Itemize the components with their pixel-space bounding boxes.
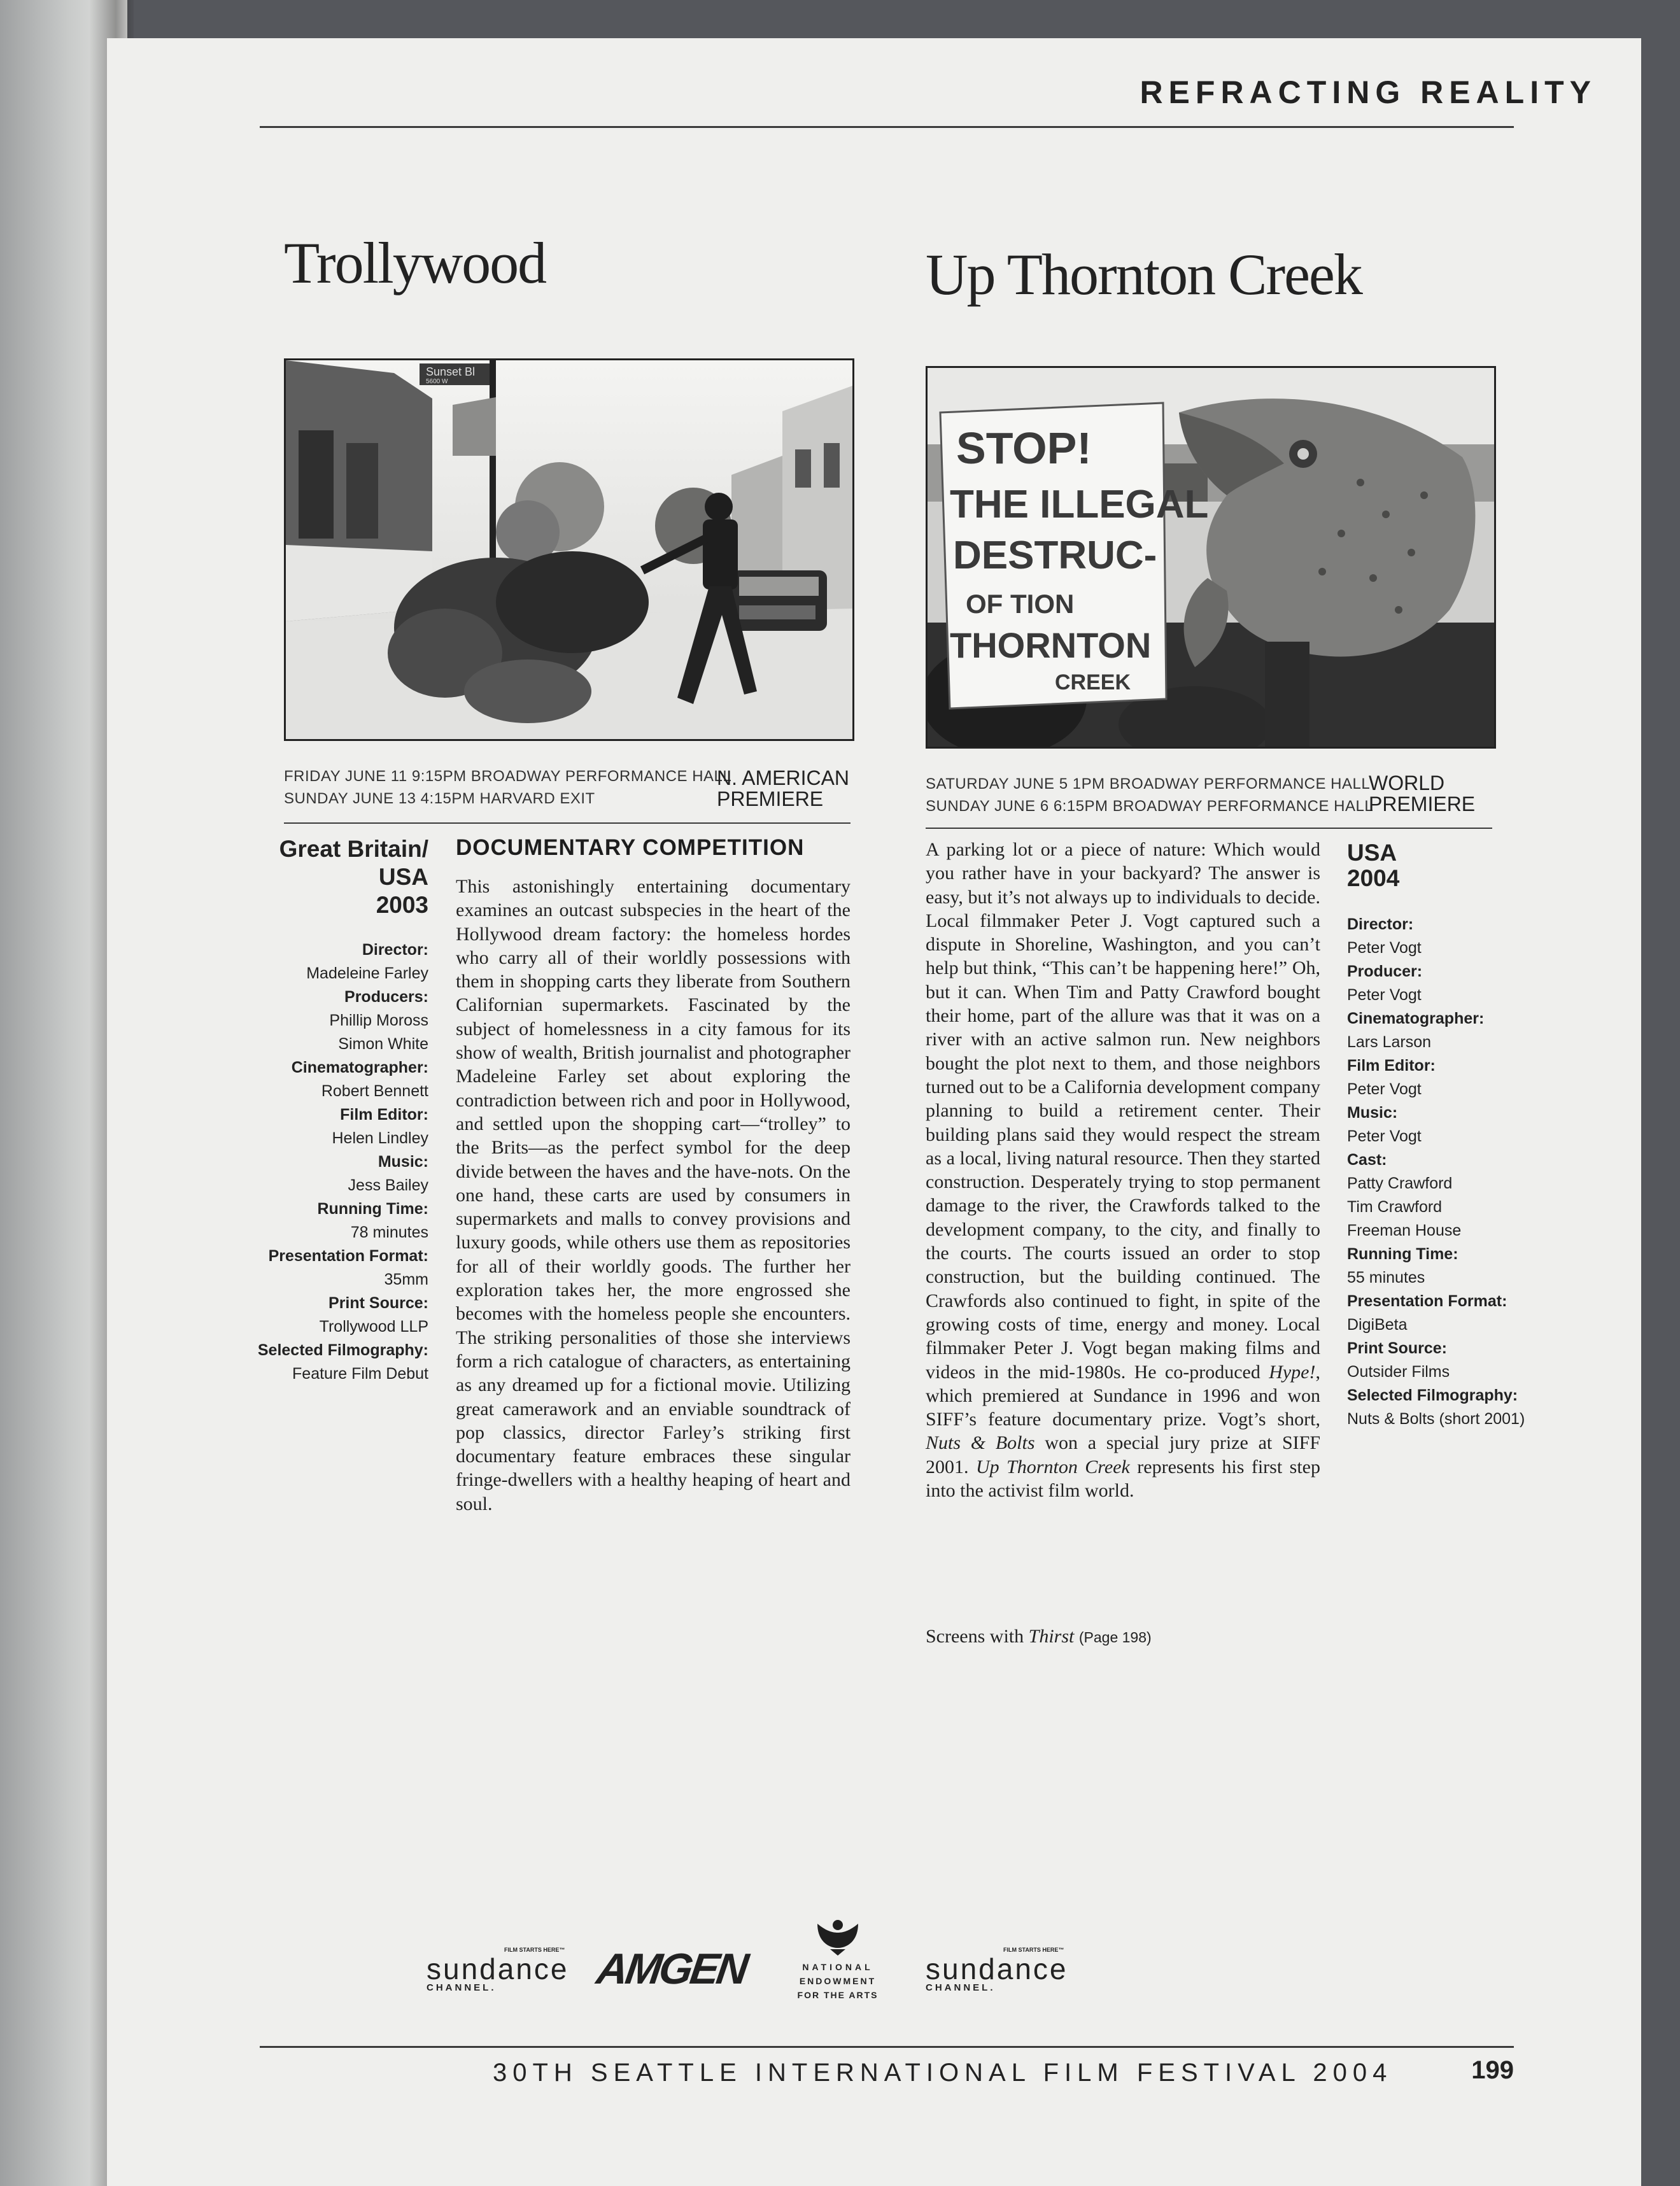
credit-value: Lars Larson (1347, 1033, 1432, 1051)
desc-part: , which premiered at Sundance in 1996 and won SIFF’s feature documentary prize. Vogt’s short, (926, 1361, 1320, 1430)
desc-part: A parking lot or a piece of nature: Which would you rather have in your backyard? The answer is easy, but it’s not always up to individuals to decide. Local filmmaker Peter J. Vogt captured such a dispute in Shoreline, Washington, and you can’t help but think, “This can’t be happening here!” Oh, but it can. When Tim and Patty Crawford bought their home, part of the allure was that it was on a river with an active salmon run. New neighbors bought the plot next to them, and those neighbors turned out to be a California development company planning to build a retirement center. Their building plans said they would respect the stream as a local, living natural resource. Then they started construction. Desperately trying to stop permanent damage to the river, the Crawfords talked to the development company, to the city, and finally to the courts. The courts issued an order to stop construction, but the building continued. The Crawfords also continued to fight, in spite of the growing costs of time, energy and money. Local filmmaker Peter J. Vogt began making films and videos in the mid-1980s. He co-produced (926, 839, 1320, 1383)
thornton-country (1347, 840, 1399, 891)
sign-line: STOP! (956, 423, 1092, 473)
credit-value: Peter Vogt (1347, 1080, 1422, 1098)
credit-value: 78 minutes (350, 1223, 428, 1241)
credit-label: Music: (378, 1153, 428, 1171)
thornton-description (926, 838, 1320, 1502)
film-title-up-thornton-creek-inline: Up Thornton Creek (975, 1456, 1130, 1477)
section-title: REFRACTING REALITY (1140, 74, 1597, 110)
credit-value: Trollywood LLP (319, 1318, 428, 1336)
credit-label: Music: (1347, 1104, 1398, 1122)
sign-line: OF TION (966, 589, 1075, 619)
credit-value: Outsider Films (1347, 1363, 1450, 1381)
credit-value: Helen Lindley (332, 1129, 428, 1147)
credit-value: Tim Crawford (1347, 1198, 1443, 1216)
credit-value: Peter Vogt (1347, 986, 1422, 1004)
credit-value: 35mm (384, 1271, 428, 1288)
credit-value: Nuts & Bolts (short 2001) (1347, 1410, 1525, 1428)
screens-with (926, 1626, 1152, 1647)
trollywood-description: This astonishingly entertaining documentary examines an outcast subspecies in the heart of the Hollywood dream factory: the homeless hordes who carry all of their worldly possessions with them in shopping carts they liberate from Southern Californian supermarkets. Fascinated by the subject of homelessness in a city famous for its show of wealth, British journalist and photographer Madeleine Farley set about exploring the contradiction between rich and poor in Hollywood, and settled upon the shopping cart—“trolley” to the Brits—as the perfect symbol for the deep divide between the haves and the have-nots. On the one hand, these carts are used by consumers in supermarkets and malls to convey provisions and luxury goods, while others use them as repositories for all of their worldly goods. The further her exploration takes her, the more engrossed she becomes with the homeless people she encounters. The striking personalities of those she interviews form a rich catalogue of characters, as entertaining as any dreamed up for a fictional movie. Utilizing great camerawork and an enviable soundtrack of pop classics, director Farley’s striking first documentary feature embraces these singular fringe-dwellers with a healthy heaping of heart and soul. (456, 876, 851, 1514)
up-thornton-creek-still (926, 366, 1496, 749)
trollywood-screenings (284, 765, 731, 810)
credit-label: Selected Filmography: (1347, 1386, 1518, 1404)
credit-value: Freeman House (1347, 1222, 1462, 1239)
trollywood-still (284, 358, 854, 741)
credit-label: Presentation Format: (1347, 1292, 1507, 1310)
credit-value: Jess Bailey (348, 1176, 428, 1194)
credit-label: Cinematographer: (291, 1059, 428, 1076)
nea-emblem-icon (812, 1919, 863, 1957)
logo-channel: CHANNEL. (926, 1982, 996, 1993)
screens-with-page: (Page 198) (1078, 1629, 1152, 1646)
credit-value: Patty Crawford (1347, 1174, 1453, 1192)
credit-label: Print Source: (1347, 1339, 1447, 1357)
sundance-channel-logo-1 (427, 1944, 569, 1993)
country-line: Great Britain/ (279, 836, 428, 862)
credit-value: Robert Bennett (321, 1082, 428, 1100)
trollywood-premiere (717, 768, 849, 810)
credit-label: Director: (362, 941, 428, 959)
premiere-line: WORLD (1369, 772, 1445, 794)
credit-label: Film Editor: (340, 1106, 428, 1124)
credit-label: Producer: (1347, 963, 1423, 980)
credit-value: 55 minutes (1347, 1269, 1425, 1287)
category-heading: DOCUMENTARY COMPETITION (456, 835, 805, 860)
desc-part: represents his first step into the activist film world. (926, 1456, 1320, 1502)
nea-line: NATIONAL (802, 1962, 873, 1972)
film-title-up-thornton-creek: Up Thornton Creek (926, 242, 1362, 307)
credit-label: Print Source: (328, 1294, 428, 1312)
credit-label: Running Time: (317, 1200, 428, 1218)
desc-part: won a special jury prize at SIFF 2001. (926, 1432, 1321, 1477)
screens-with-title: Thirst (1028, 1626, 1075, 1647)
credit-label: Producers: (344, 988, 428, 1006)
credit-label: Cinematographer: (1347, 1010, 1485, 1027)
sign-line: THE ILLEGAL (950, 483, 1209, 526)
street-sign-text: Sunset Bl (426, 365, 476, 378)
sundance-channel-logo-2 (926, 1944, 1068, 1993)
trollywood-rule (284, 822, 851, 824)
credit-value: Feature Film Debut (292, 1365, 428, 1383)
sign-line: DESTRUC- (953, 533, 1157, 577)
logo-tagline: FILM STARTS HERE™ (504, 1947, 565, 1953)
trollywood-credits (258, 938, 428, 1386)
premiere-line: N. AMERICAN (717, 766, 850, 789)
sign-line: CREEK (1055, 670, 1131, 695)
screening-line: FRIDAY JUNE 11 9:15PM BROADWAY PERFORMANCE HALL (284, 768, 732, 785)
logo-wordmark: sundance (926, 1952, 1068, 1985)
street-sign-subtext: 5600 W (426, 378, 448, 385)
screening-line: SATURDAY JUNE 5 1PM BROADWAY PERFORMANCE HALL (926, 775, 1371, 793)
credit-label: Selected Filmography: (257, 1341, 428, 1359)
logo-channel: CHANNEL. (427, 1982, 497, 1993)
film-title-nuts-bolts: Nuts & Bolts (926, 1432, 1035, 1454)
credit-value: Peter Vogt (1347, 939, 1422, 957)
thornton-screenings (926, 773, 1373, 817)
thornton-credits (1347, 913, 1525, 1431)
premiere-line: PREMIERE (1369, 793, 1476, 815)
film-title-hype: Hype! (1269, 1361, 1316, 1383)
sign-line: THORNTON (950, 625, 1152, 665)
footer-festival: 30TH SEATTLE INTERNATIONAL FILM FESTIVAL 2004 (493, 2059, 1393, 2087)
credit-label: Director: (1347, 915, 1414, 933)
credit-value: Peter Vogt (1347, 1127, 1422, 1145)
trollywood-country (279, 835, 428, 919)
credit-value: Phillip Moross (329, 1012, 428, 1029)
logo-tagline: FILM STARTS HERE™ (1003, 1947, 1064, 1953)
credit-value: DigiBeta (1347, 1316, 1408, 1334)
credit-value: Simon White (338, 1035, 428, 1053)
country-line: USA (1347, 840, 1397, 866)
screening-line: SUNDAY JUNE 13 4:15PM HARVARD EXIT (284, 790, 595, 807)
thornton-premiere (1369, 773, 1475, 815)
credit-value: Madeleine Farley (306, 964, 428, 982)
thornton-photo-graphic (928, 368, 1494, 747)
credit-label: Cast: (1347, 1151, 1387, 1169)
header-rule (260, 126, 1514, 128)
premiere-line: PREMIERE (717, 787, 824, 810)
film-title-trollywood: Trollywood (284, 230, 546, 295)
logo-wordmark: sundance (427, 1952, 569, 1985)
film-year: 2004 (1347, 865, 1400, 891)
credit-label: Running Time: (1347, 1245, 1458, 1263)
nea-line: ENDOWMENT (799, 1976, 877, 1986)
screens-with-prefix: Screens with (926, 1626, 1029, 1647)
page (107, 38, 1641, 2186)
film-year: 2003 (376, 892, 428, 918)
page-number: 199 (1471, 2056, 1514, 2084)
screening-line: SUNDAY JUNE 6 6:15PM BROADWAY PERFORMANCE HALL (926, 798, 1374, 815)
amgen-logo: AMGEN (593, 1945, 749, 1993)
footer-rule (260, 2046, 1514, 2048)
nea-logo (774, 1919, 901, 2002)
nea-line: FOR THE ARTS (797, 1990, 879, 2000)
trollywood-photo-graphic (286, 360, 852, 739)
country-line: USA (378, 864, 428, 890)
credit-label: Film Editor: (1347, 1057, 1436, 1075)
credit-label: Presentation Format: (268, 1247, 428, 1265)
thornton-rule (926, 828, 1492, 829)
